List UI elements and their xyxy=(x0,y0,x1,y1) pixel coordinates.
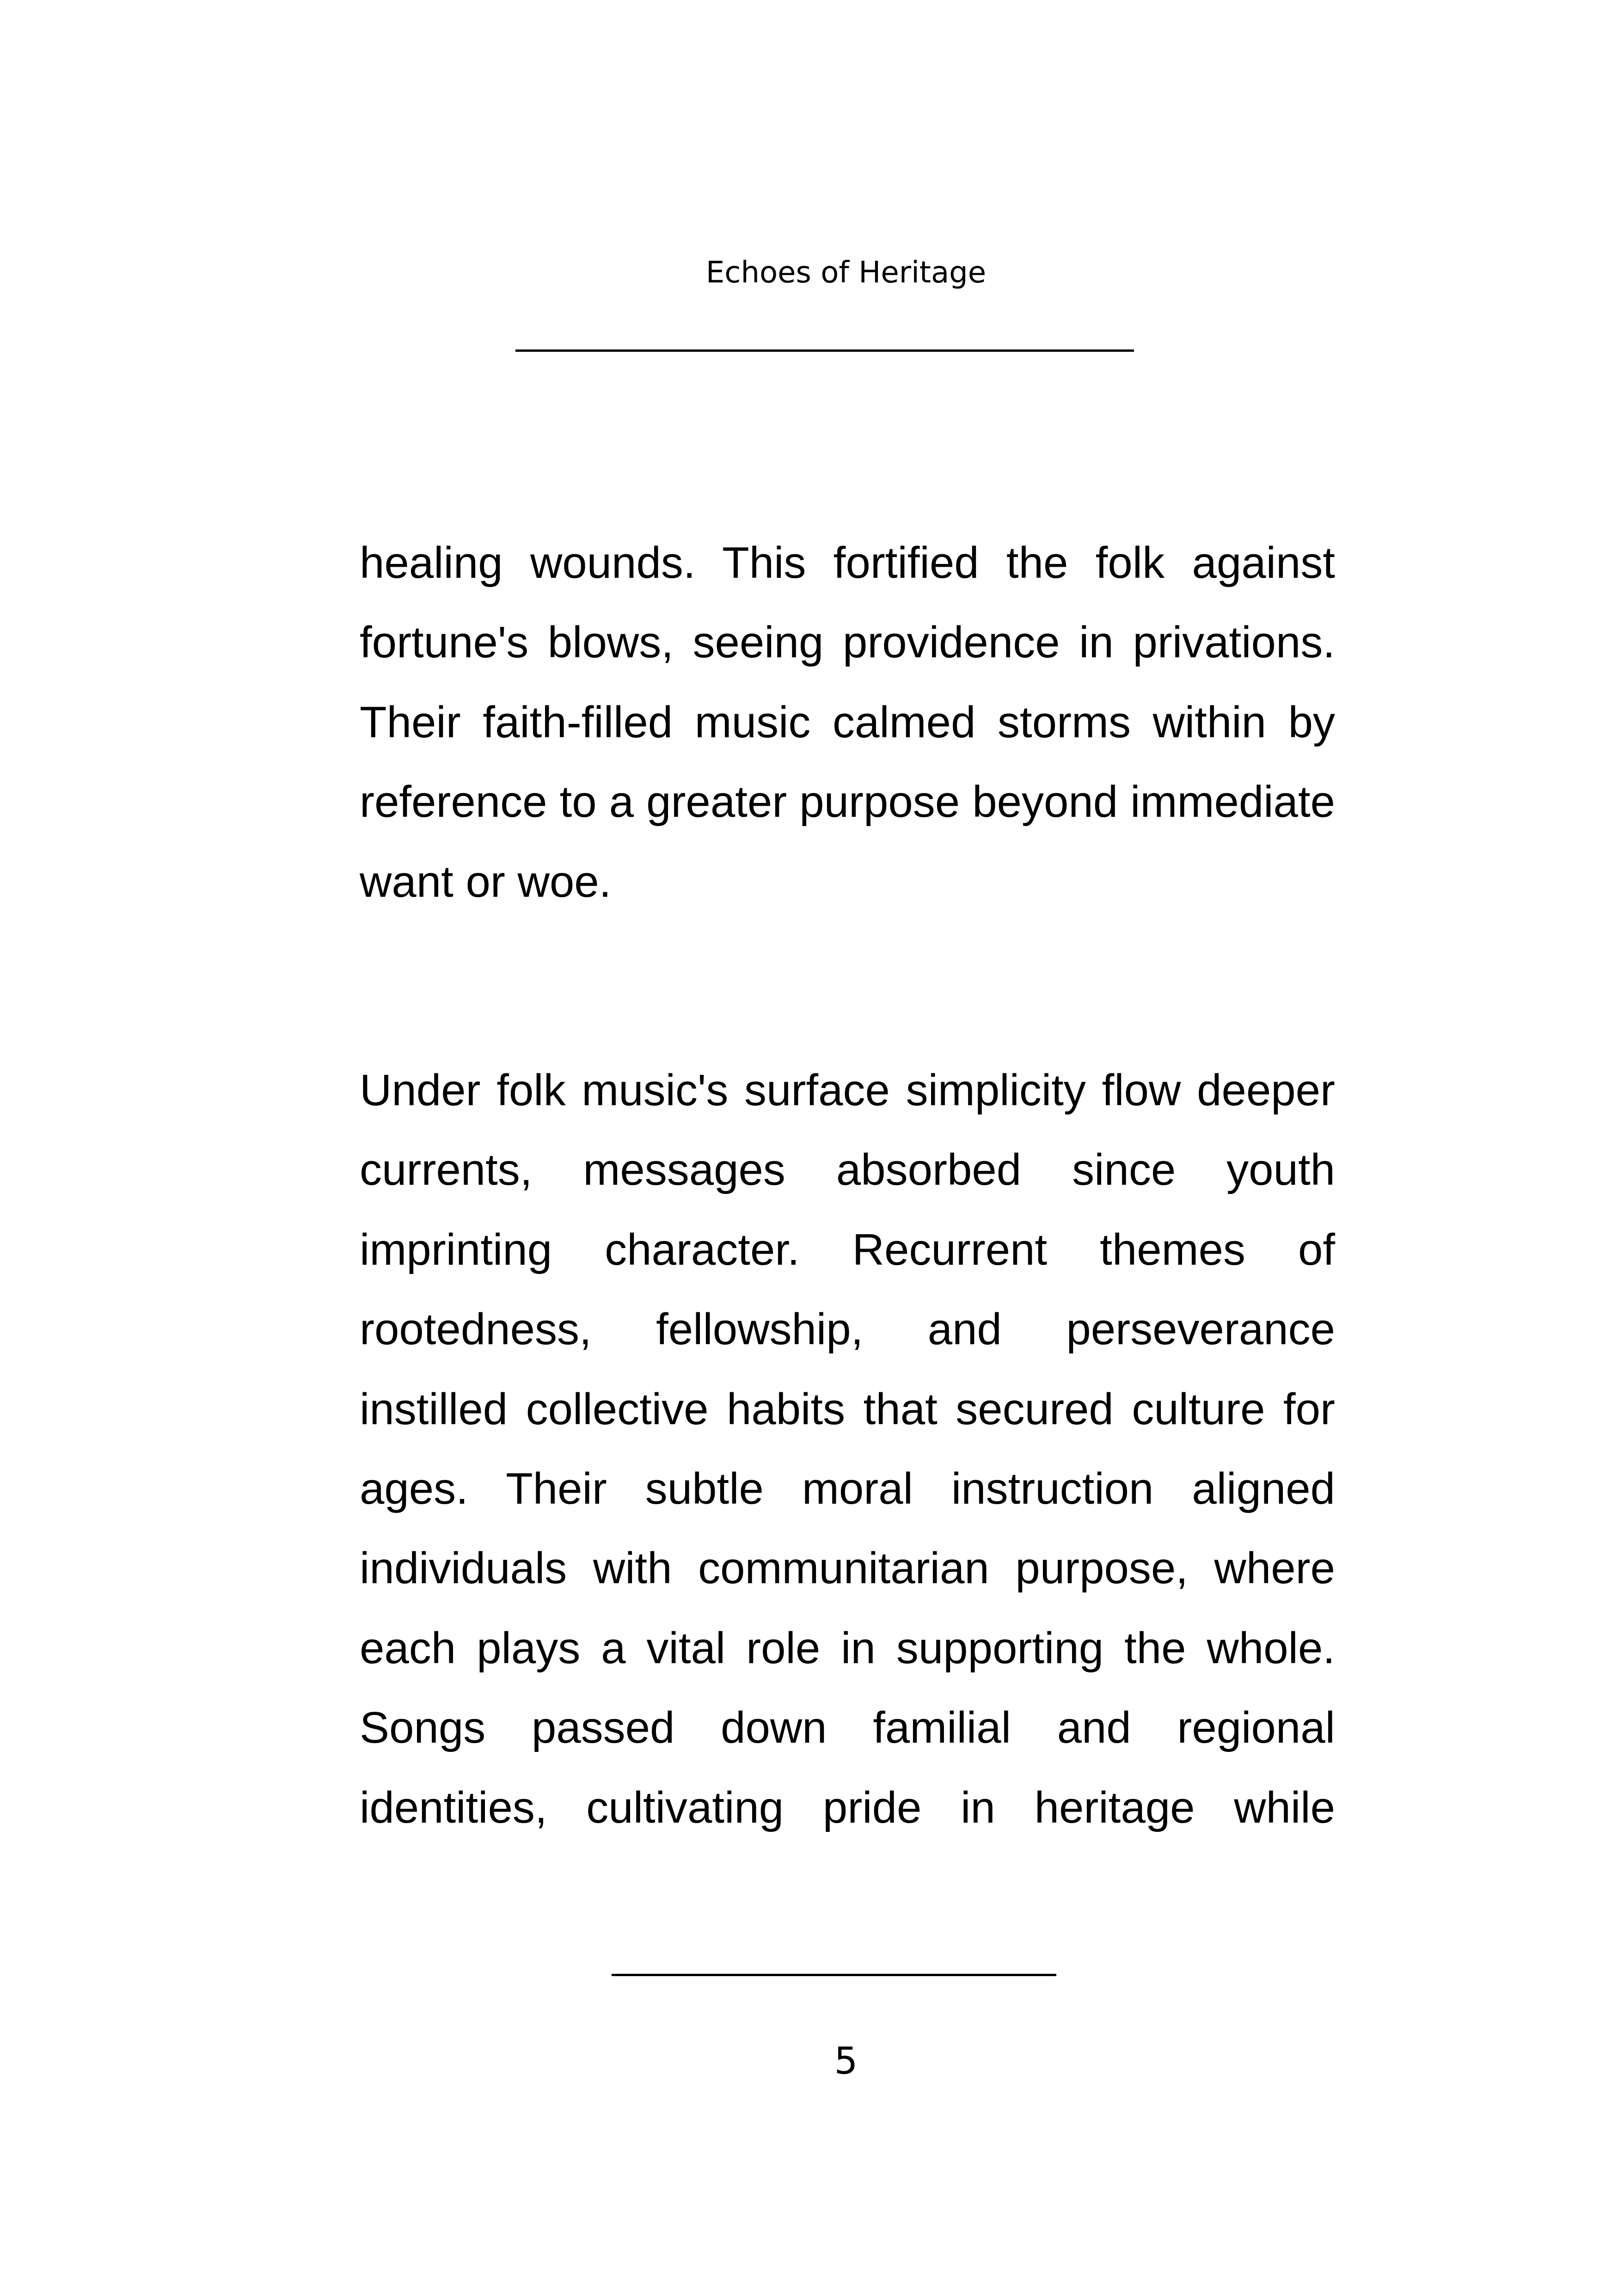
footer-divider xyxy=(612,1974,1056,1976)
page-number: 5 xyxy=(834,2039,858,2082)
running-header-title: Echoes of Heritage xyxy=(705,256,987,290)
paragraph-2: Under folk music's surface simplicity flow deeper currents, messages absorbed since youth imprinting character. Recurrent themes of rootedness, fellowship, and perseverance instilled collective habits that secured culture for ages. Their subtle moral instruction aligned individuals with communitarian purpose, where each plays a vital role in supporting the whole. Songs passed down familial and regional identities, cultivating pride in heritage while xyxy=(360,1065,1335,1832)
header-divider xyxy=(515,349,1134,352)
paragraph-1: healing wounds. This fortified the folk against fortune's blows, seeing providence in privations. Their faith-filled music calmed storms within by reference to a greater purpose beyond immediate want or woe. xyxy=(360,538,1335,906)
body-text xyxy=(360,523,1335,1848)
